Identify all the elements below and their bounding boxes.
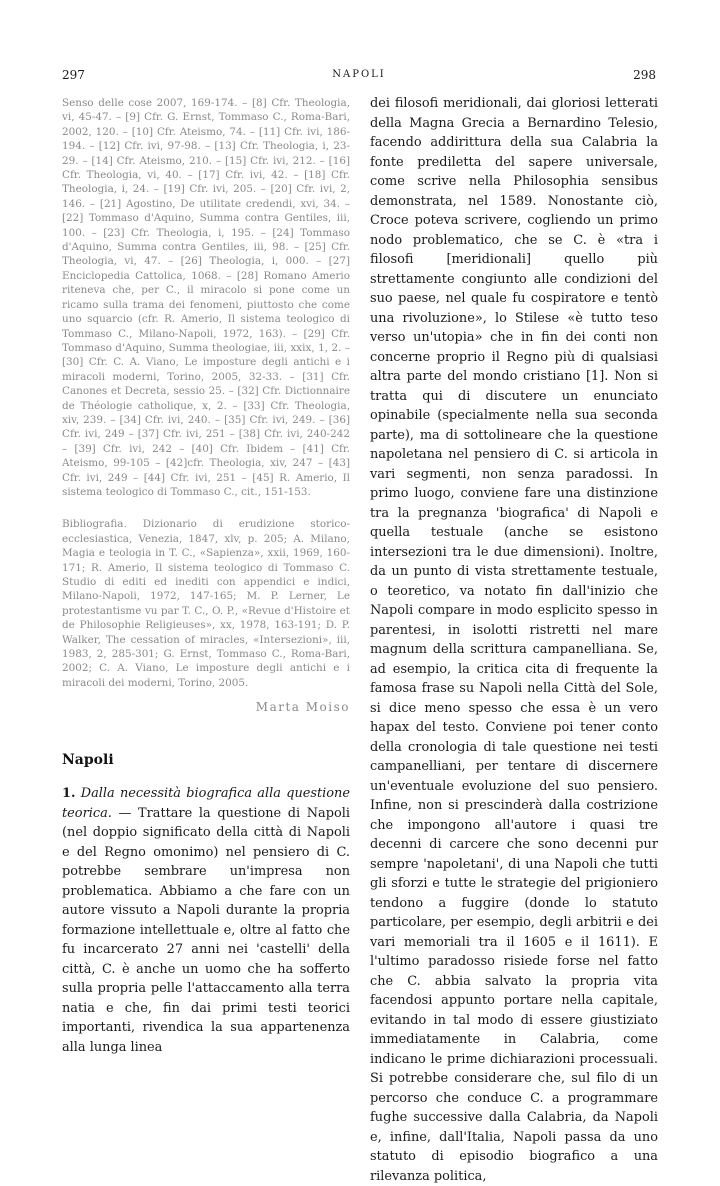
running-title: NAPOLI (332, 69, 386, 80)
page-header (62, 68, 656, 88)
bibliography: Bibliografia. Dizionario di erudizione storico-ecclesiastica, Venezia, 1847, xlv, p. 205; A. Milano, Magia e teologia in T. C., «Sapienza», xxii, 1969, 160-171; R. Amerio, Il sistema teologico di Tommaso C. Studio di editi ed inediti con appendici e indici, Milano-Napoli, 1972, 147-165; M. P. Lerner, Le protestantisme vu par T. C., O. P., «Revue d'Histoire et de Philosophie Religieuses», xx, 1978, 163-191; D. P. Walker, The cessation of miracles, «Intersezioni», iii, 1983, 2, 285-301; G. Ernst, Tommaso C., Roma-Bari, 2002; C. A. Viano, Le imposture degli antichi e i miracoli dei moderni, Torino, 2005. (62, 518, 350, 689)
page-number-left: 297 (62, 68, 85, 82)
endnotes: Senso delle cose 2007, 169-174. – [8] Cfr. Theologia, vi, 45-47. – [9] Cfr. G. Ernst, Tommaso C., Roma-Bari, 2002, 120. – [10] Cfr. Ateismo, 74. – [11] Cfr. ivi, 186-194. – [12] Cfr. ivi, 97-98. – [13] Cfr. Theologia, i, 23-29. – [14] Cfr. Ateismo, 210. – [15] Cfr. ivi, 212. – [16] Cfr. Theologia, vi, 40. – [17] Cfr. ivi, 42. – [18] Cfr. Theologia, i, 24. – [19] Cfr. ivi, 205. – [20] Cfr. ivi, 2, 146. – [21] Agostino, De utilitate credendi, xvi, 34. – [22] Tommaso d'Aquino, Summa contra Gentiles, iii, 100. – [23] Cfr. Theologia, i, 195. – [24] Tommaso d'Aquino, Summa contra Gentiles, iii, 98. – [25] Cfr. Theologia, vi, 47. – [26] Theologia, i, 000. – [27] Enciclopedia Cattolica, 1068. – [28] Romano Amerio riteneva che, per C., il miracolo si pone come un ricamo sulla trama dei fenomeni, piuttosto che come uno squarcio (cfr. R. Amerio, Il sistema teologico di Tommaso C., Milano-Napoli, 1972, 163). – [29] Cfr. Tommaso d'Aquino, Summa theologiae, iii, xxix, 1, 2. – [30] Cfr. C. A. Viano, Le imposture degli antichi e i miracoli moderni, Torino, 2005, 32-33. – [31] Cfr. Canones et Decreta, sessio 25. – [32] Cfr. Dictionnaire de Théologie catholique, x, 2. – [33] Cfr. Theologia, xiv, 239. – [34] Cfr. ivi, 240. – [35] Cfr. ivi, 249. – [36] Cfr. ivi, 249 – [37] Cfr. ivi, 251 – [38] Cfr. ivi, 240-242 – [39] Cfr. ivi, 242 – [40] Cfr. Ibidem – [41] Cfr. Ateismo, 99-105 – [42]cfr. Theologia, xiv, 247 – [43] Cfr. ivi, 249 – [44] Cfr. ivi, 251 – [45] R. Amerio, Il sistema teologico di Tommaso C., cit., 151-153. (62, 97, 350, 498)
body-paragraph-right: dei filosofi meridionali, dai gloriosi letterati della Magna Grecia a Bernardino Telesio, facendo addirittura della sua Calabria la fonte prediletta del sapere universale, come scrive nella Philosophia sensibus demonstrata, nel 1589. Nonostante ciò, Croce poteva scrivere, cogliendo un primo nodo problematico, che se C. è «tra i filosofi [meridionali] quello più strettamente congiunto alle condizioni del suo paese, nel quale fu cospiratore e tentò una rivoluzione», lo Stilese «è tutto teso verso un'utopia» che in fin dei conti non concerne proprio il Regno più di qualsiasi altra parte del mondo cristiano [1]. Non si tratta qui di discutere un enunciato opinabile (specialmente nella sua seconda parte), ma di sottolineare che la questione napoletana nel pensiero di C. si articola in vari segmenti, non senza paradossi. In primo luogo, conviene fare una distinzione tra la pregnanza 'biografica' di Napoli e quella testuale (anche se esistono intersezioni tra le due dimensioni). Inoltre, da un punto di vista strettamente testuale, o teoretico, va notato fin dall'inizio che Napoli compare in modo esplicito spesso in parentesi, in isolotti ristretti nel mare magnum della scrittura campanelliana. Se, ad esempio, la critica cita di frequente la famosa frase su Napoli nella Città del Sole, si dice meno spesso che essa è un vero hapax del testo. Conviene poi tener conto della cronologia di tale questione nei testi campanelliani, per tentare di discernere un'eventuale evoluzione del suo pensiero. Infine, non si prescinderà dalla costrizione che impongono all'autore i quasi tre decenni di carcere che sono decenni pur sempre 'napoletani', di una Napoli che tutti gli sforzi e tutte le strategie del prigioniero tendono a fuggire (donde lo statuto particolare, per esempio, degli arbitrii e dei vari memoriali tra il 1605 e il 1611). E l'ultimo paradosso risiede forse nel fatto che C. abbia salvato la propria vita facendosi appunto portare nella capitale, evitando in tal modo di essere giustiziato immediatamente in Calabria, come indicano le prime dichiarazioni processuali. Si potrebbe considerare che, sul filo di un percorso che conduce C. a programmare fughe successive dalla Calabria, da Napoli e, infine, dall'Italia, Napoli passa da uno statuto di episodio biografico a una rilevanza politica, (370, 96, 658, 1184)
author-signature: Marta Moiso (255, 700, 350, 715)
right-column (370, 94, 658, 1186)
body-paragraph-left (62, 784, 350, 1057)
section-title: Napoli (62, 752, 114, 769)
section-heading: Dalla necessità biografica alla questione teorica. (62, 786, 350, 821)
section-number: 1. (62, 786, 76, 802)
page-number-right: 298 (633, 68, 656, 82)
left-column (62, 96, 350, 1057)
body-text-left: — Trattare la questione di Napoli (nel doppio significato della città di Napoli e del Regno omonimo) nel pensiero di C. potrebbe sembrare un'impresa non problematica. Abbiamo a che fare con un autore vissuto a Napoli durante la propria formazione intellettuale e, oltre al fatto che fu incarcerato 27 anni nei 'castelli' della città, C. è anche un uomo che ha sofferto sulla propria pelle l'attaccamento alla terra natia e che, fin dai primi testi teorici importanti, rivendica la sua appartenenza alla lunga linea (62, 805, 350, 1055)
